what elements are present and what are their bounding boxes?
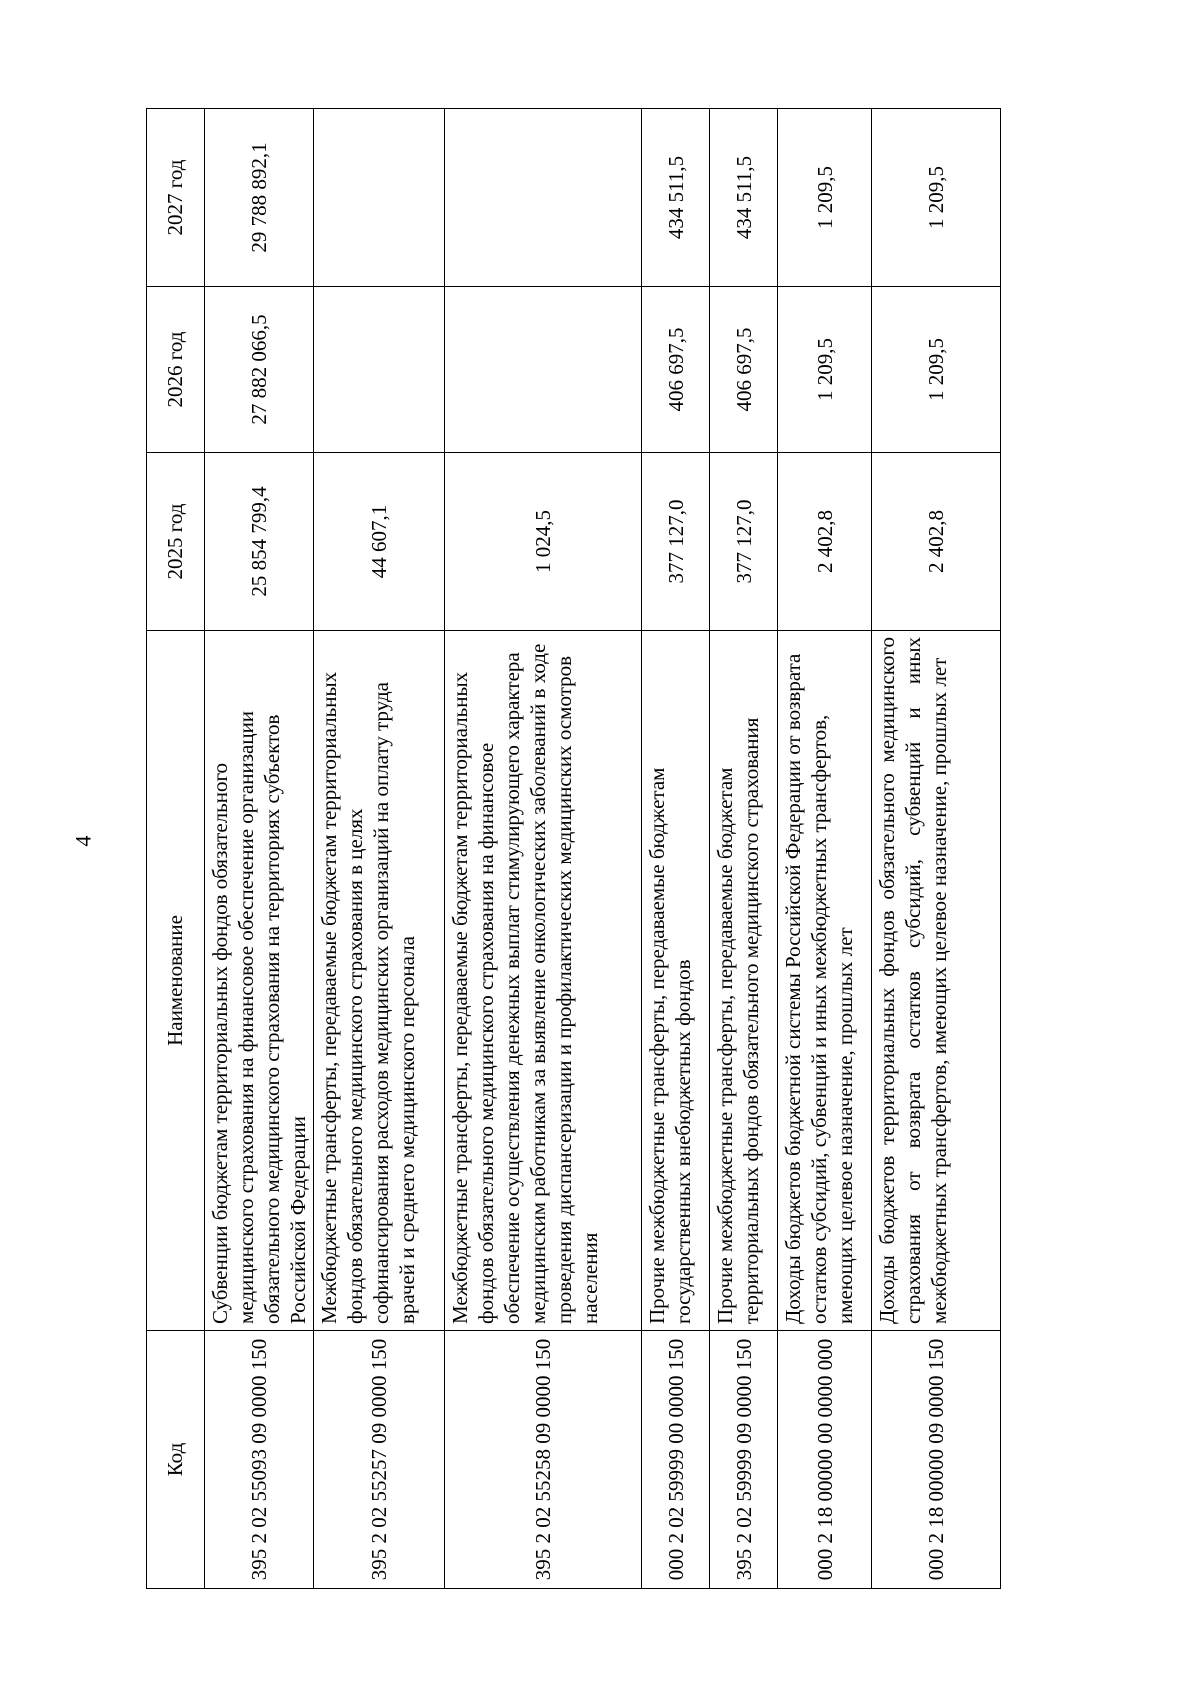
rotated-table-container [146,109,987,1589]
cell-2027 [314,109,445,287]
cell-2027: 1 209,5 [872,109,1001,287]
table-row [642,109,710,1589]
cell-2027: 29 788 892,1 [205,109,314,287]
cell-code: 395 2 02 55093 09 0000 150 [205,1331,314,1589]
cell-2025: 2 402,8 [872,453,1001,631]
cell-name: Межбюджетные трансферты, передаваемые бюджетам территориальных фондов обязательного медицинского страхования в целях софинансирования расходов медицинских организаций на оплату труда врачей и среднего медицинского персонала [314,631,445,1331]
cell-2026: 27 882 066,5 [205,287,314,453]
header-code: Код [147,1331,205,1589]
cell-2027: 434 511,5 [642,109,710,287]
header-name: Наименование [147,631,205,1331]
cell-name: Субвенции бюджетам территориальных фондов обязательного медицинского страхования на финансовое обеспечение организации обязательного медицинского страхования на территориях субъектов Российской Федерации [205,631,314,1331]
header-2027: 2027 год [147,109,205,287]
budget-table [146,108,1001,1589]
cell-2027: 434 511,5 [710,109,778,287]
cell-2025: 1 024,5 [445,453,642,631]
page-number: 4 [70,835,96,847]
cell-2027: 1 209,5 [778,109,872,287]
table-row [872,109,1001,1589]
cell-2026: 406 697,5 [642,287,710,453]
cell-2026 [445,287,642,453]
cell-code: 395 2 02 55258 09 0000 150 [445,1331,642,1589]
cell-code: 000 2 18 00000 09 0000 150 [872,1331,1001,1589]
cell-2026: 1 209,5 [778,287,872,453]
cell-name: Доходы бюджетов бюджетной системы Российской Федерации от возврата остатков субсидий, субвенций и иных межбюджетных трансфертов, имеющих целевое назначение, прошлых лет [778,631,872,1331]
cell-2025: 377 127,0 [710,453,778,631]
header-2025: 2025 год [147,453,205,631]
cell-2025: 25 854 799,4 [205,453,314,631]
cell-2026: 1 209,5 [872,287,1001,453]
cell-2027 [445,109,642,287]
header-2026: 2026 год [147,287,205,453]
cell-2026: 406 697,5 [710,287,778,453]
cell-code: 395 2 02 59999 09 0000 150 [710,1331,778,1589]
cell-code: 395 2 02 55257 09 0000 150 [314,1331,445,1589]
table-row [445,109,642,1589]
cell-code: 000 2 02 59999 00 0000 150 [642,1331,710,1589]
cell-2025: 44 607,1 [314,453,445,631]
table-header-row [147,109,205,1589]
cell-code: 000 2 18 00000 00 0000 000 [778,1331,872,1589]
table-row [710,109,778,1589]
cell-2026 [314,287,445,453]
cell-name: Прочие межбюджетные трансферты, передаваемые бюджетам государственных внебюджетных фондов [642,631,710,1331]
cell-name: Прочие межбюджетные трансферты, передаваемые бюджетам территориальных фондов обязательного медицинского страхования [710,631,778,1331]
table-row [205,109,314,1589]
cell-name: Доходы бюджетов территориальных фондов обязательного медицинского страхования от возврата остатков субсидий, субвенций и иных межбюджетных трансфертов, имеющих целевое назначение, прошлых лет [872,631,1001,1331]
table-row [778,109,872,1589]
table-row [314,109,445,1589]
cell-2025: 377 127,0 [642,453,710,631]
cell-name: Межбюджетные трансферты, передаваемые бюджетам территориальных фондов обязательного медицинского страхования на финансовое обеспечение осуществления денежных выплат стимулирующего характера медицинским работникам за выявление онкологических заболеваний в ходе проведения диспансеризации и профилактических медицинских осмотров населения [445,631,642,1331]
cell-2025: 2 402,8 [778,453,872,631]
